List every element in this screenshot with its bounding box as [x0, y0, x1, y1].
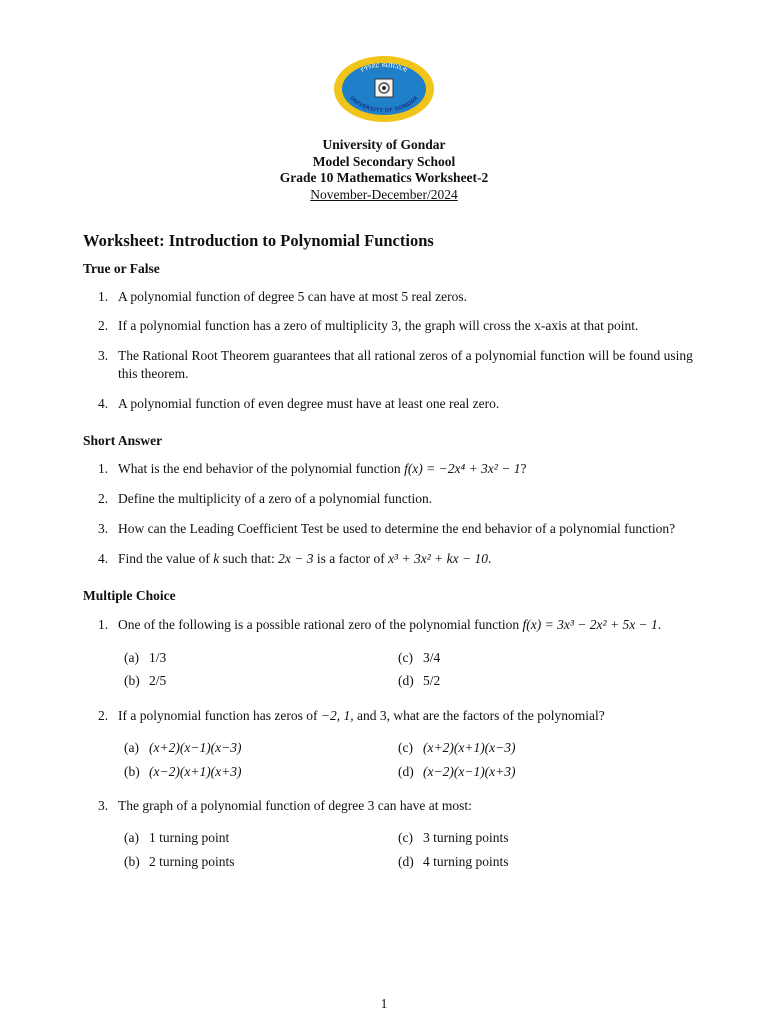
item-number: 4.	[98, 551, 109, 566]
section-multiple-choice-heading: Multiple Choice	[83, 588, 176, 603]
item-number: 3.	[98, 348, 109, 363]
question-text: One of the following is a possible rational zero of the polynomial function	[118, 617, 523, 632]
mc1-option-a	[124, 650, 166, 666]
option-label: (d)	[398, 764, 414, 779]
option-text: 3/4	[423, 650, 441, 665]
question-text-end: and 3, what are the factors of the polynomial?	[353, 708, 605, 723]
mc2-option-a	[124, 740, 242, 756]
option-text: (x+2)(x−1)(x−3)	[149, 740, 242, 755]
mc3-option-a	[124, 830, 229, 846]
mc-question-3	[98, 797, 698, 815]
sa-item-3	[98, 520, 698, 538]
tf-item-3	[98, 347, 698, 382]
item-text: What is the end behavior of the polynomial function	[118, 461, 405, 476]
item-number: 1.	[98, 289, 109, 304]
item-text-end: .	[487, 551, 492, 566]
option-label: (a)	[124, 650, 139, 665]
mc2-option-c	[398, 740, 516, 756]
question-text-end: .	[657, 617, 662, 632]
option-text: (x−2)(x−1)(x+3)	[423, 764, 516, 779]
item-text: Define the multiplicity of a zero of a polynomial function.	[118, 491, 433, 506]
option-text: 2/5	[149, 673, 167, 688]
item-var: k	[213, 551, 220, 566]
option-label: (d)	[398, 673, 414, 688]
option-label: (c)	[398, 740, 413, 755]
option-text: 5/2	[423, 673, 441, 688]
item-number: 3.	[98, 798, 109, 813]
item-text: The Rational Root Theorem guarantees that all rational zeros of a polynomial function will be found using this theorem.	[118, 348, 693, 381]
option-label: (a)	[124, 830, 139, 845]
question-text: The graph of a polynomial function of degree 3 can have at most:	[118, 798, 472, 813]
option-label: (b)	[124, 673, 140, 688]
option-label: (d)	[398, 854, 414, 869]
mc1-option-d	[398, 673, 440, 689]
mc-question-2	[98, 707, 698, 725]
mc3-option-d	[398, 854, 509, 870]
item-text: A polynomial function of even degree must have at least one real zero.	[118, 396, 500, 411]
option-text: (x−2)(x+1)(x+3)	[149, 764, 242, 779]
option-label: (c)	[398, 650, 413, 665]
item-text-end: ?	[520, 461, 527, 476]
option-text: 2 turning points	[149, 854, 235, 869]
mc-question-1	[98, 616, 698, 634]
tf-item-1	[98, 288, 698, 306]
item-math-2: x³ + 3x² + kx − 10	[388, 551, 488, 566]
item-number: 3.	[98, 521, 109, 536]
logo-top-text: የጎንደር ዩኒቨርሲቲ	[359, 60, 409, 74]
mc3-option-b	[124, 854, 235, 870]
option-label: (c)	[398, 830, 413, 845]
item-math-1: 2x − 3	[278, 551, 314, 566]
worksheet-date: November-December/2024	[310, 186, 458, 202]
page-number: 1	[380, 996, 388, 1011]
option-text: 3 turning points	[423, 830, 509, 845]
question-text: If a polynomial function has zeros of	[118, 708, 321, 723]
school-name: Model Secondary School	[312, 153, 456, 169]
section-short-answer-heading: Short Answer	[83, 433, 163, 448]
university-name: University of Gondar	[322, 137, 446, 152]
item-number: 2.	[98, 318, 109, 333]
option-text: 1/3	[149, 650, 167, 665]
item-text-2: such that:	[219, 551, 279, 566]
item-text: Find the value of	[118, 551, 214, 566]
mc2-option-b	[124, 764, 242, 780]
mc3-option-c	[398, 830, 509, 846]
mc2-option-d	[398, 764, 516, 780]
logo-bottom-text: UNIVERSITY OF GONDAR	[348, 95, 420, 115]
tf-item-2	[98, 317, 698, 335]
question-math: −2, 1,	[320, 708, 354, 723]
item-number: 2.	[98, 491, 109, 506]
item-text: A polynomial function of degree 5 can have at most 5 real zeros.	[118, 289, 468, 304]
option-text: (x+2)(x+1)(x−3)	[423, 740, 516, 755]
university-logo	[333, 55, 435, 123]
mc1-option-c	[398, 650, 440, 666]
sa-item-2	[98, 490, 698, 508]
option-label: (b)	[124, 764, 140, 779]
section-true-false-heading: True or False	[83, 261, 160, 276]
item-math: f(x) = −2x⁴ + 3x² − 1	[404, 461, 521, 476]
sa-item-1	[98, 460, 698, 478]
option-text: 4 turning points	[423, 854, 509, 869]
worksheet-name: Grade 10 Mathematics Worksheet-2	[279, 170, 489, 185]
item-text: How can the Leading Coefficient Test be used to determine the end behavior of a polynomial function?	[118, 521, 676, 536]
option-text: 1 turning point	[149, 830, 230, 845]
worksheet-title: Worksheet: Introduction to Polynomial Functions	[83, 231, 434, 250]
question-math: f(x) = 3x³ − 2x² + 5x − 1	[522, 617, 658, 632]
item-text-3: is a factor of	[313, 551, 389, 566]
item-number: 4.	[98, 396, 109, 411]
item-text: If a polynomial function has a zero of multiplicity 3, the graph will cross the x-axis at that point.	[118, 318, 639, 333]
item-number: 1.	[98, 461, 109, 476]
item-number: 1.	[98, 617, 109, 632]
document-header	[0, 137, 768, 203]
tf-item-4	[98, 395, 698, 413]
item-number: 2.	[98, 708, 109, 723]
mc1-option-b	[124, 673, 166, 689]
option-label: (a)	[124, 740, 139, 755]
sa-item-4	[98, 550, 698, 568]
option-label: (b)	[124, 854, 140, 869]
